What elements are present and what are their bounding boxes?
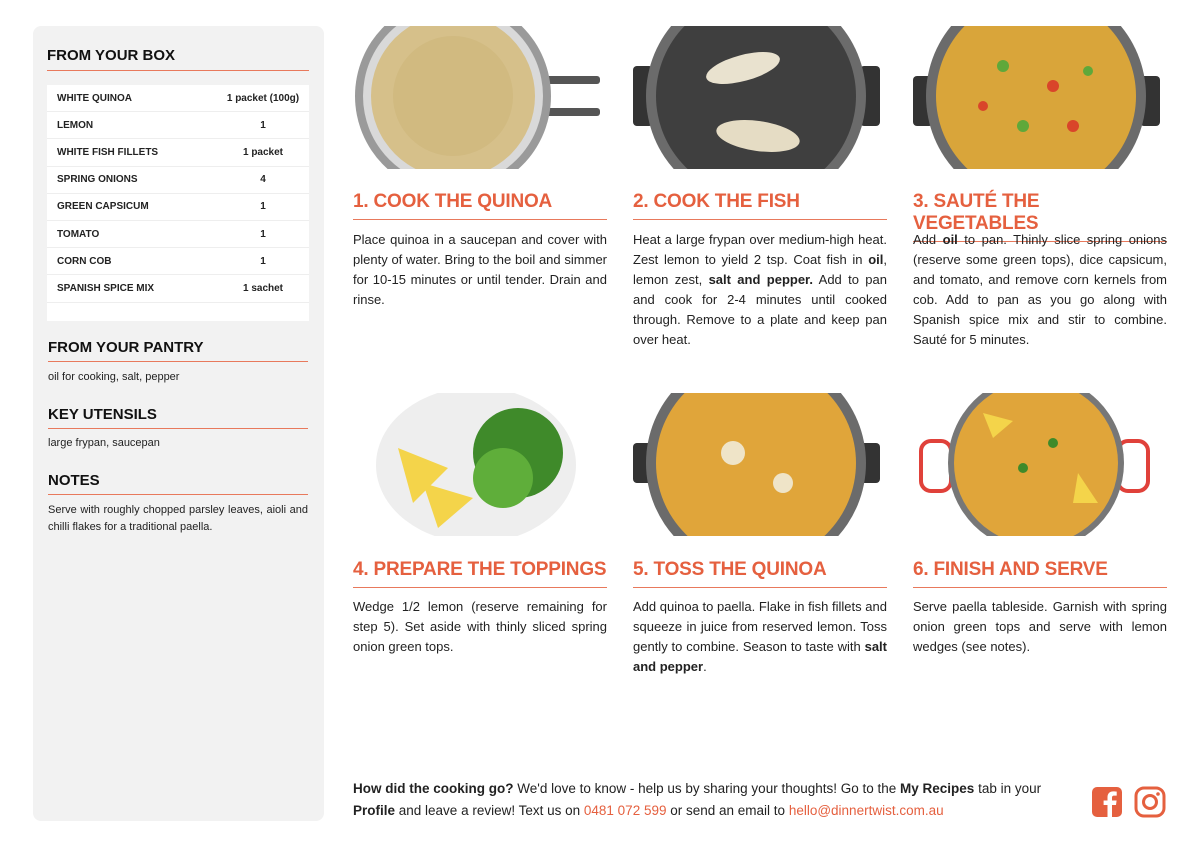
step-1-title: 1. COOK THE QUINOA: [353, 191, 607, 220]
ingredient-name: CORN COB: [57, 255, 112, 267]
ingredient-qty: 4: [260, 174, 266, 186]
ingredient-row: [47, 167, 309, 194]
step-2-title: 2. COOK THE FISH: [633, 191, 887, 220]
utensils-text: large frypan, saucepan: [48, 437, 160, 449]
ingredient-qty: 1: [260, 201, 266, 213]
ingredient-qty: 1 packet (100g): [226, 92, 300, 104]
ingredient-name: WHITE FISH FILLETS: [57, 146, 159, 158]
step-4-text: Wedge 1/2 lemon (reserve remaining for step 5). Set aside with thinly sliced spring onion green tops.: [353, 599, 607, 654]
ingredient-qty: 1 packet: [242, 146, 284, 158]
ingredient-name: SPANISH SPICE MIX: [57, 282, 155, 294]
step-6-text: Serve paella tableside. Garnish with spring onion green tops and serve with lemon wedges (see notes).: [913, 599, 1167, 654]
step-4-title: 4. PREPARE THE TOPPINGS: [353, 559, 607, 588]
step-2-text: Heat a large frypan over medium-high heat. Zest lemon to yield 2 tsp. Coat fish in oil, lemon zest, salt and pepper. Add to pan and cook for 2-4 minutes until cooked through. Remove to a plate and keep pan over heat.: [633, 232, 887, 347]
notes-text: Serve with roughly chopped parsley leaves, aioli and chilli flakes for a traditional paella.: [48, 504, 308, 533]
ingredient-name: WHITE QUINOA: [57, 92, 132, 104]
ingredient-row: [47, 85, 309, 112]
ingredient-qty: 1: [260, 255, 266, 267]
step-1-text: Place quinoa in a saucepan and cover with plenty of water. Bring to the boil and simmer for 10-15 minutes or until tender. Drain and rinse.: [353, 232, 607, 307]
ingredient-row: [47, 194, 309, 221]
utensils-heading: KEY UTENSILS: [48, 406, 308, 429]
ingredients-table: [47, 85, 309, 321]
ingredient-qty: 1: [260, 119, 266, 131]
step-6-photo: [913, 393, 1160, 536]
step-3-photo: [913, 26, 1160, 169]
step-5-title: 5. TOSS THE QUINOA: [633, 559, 887, 588]
notes-heading: NOTES: [48, 472, 308, 495]
pantry-heading: FROM YOUR PANTRY: [48, 339, 308, 362]
ingredient-name: LEMON: [57, 119, 94, 131]
feedback-footer: How did the cooking go? We'd love to know - help us by sharing your thoughts! Go to the My Recipes tab in your Profile and leave a review! Text us on 0481 072 599 or send an email to hello@dinnertwist.com.au: [353, 781, 1042, 818]
ingredient-qty: 1: [260, 228, 266, 240]
from-your-box-heading: FROM YOUR BOX: [47, 47, 309, 71]
ingredient-qty: 1 sachet: [242, 282, 284, 294]
ingredient-name: TOMATO: [57, 228, 100, 240]
step-1-photo: [353, 26, 600, 169]
ingredient-name: SPRING ONIONS: [57, 174, 138, 186]
ingredient-row: [47, 139, 309, 166]
ingredient-row: [47, 275, 309, 302]
phone-link[interactable]: 0481 072 599: [583, 803, 667, 818]
email-link[interactable]: hello@dinnertwist.com.au: [788, 803, 944, 818]
step-2-photo: [633, 26, 880, 169]
step-3-title: 3. SAUTÉ THE VEGETABLES: [913, 191, 1167, 242]
step-5-photo: [633, 393, 880, 536]
ingredient-row: [47, 112, 309, 139]
step-6-title: 6. FINISH AND SERVE: [913, 559, 1167, 588]
ingredient-name: GREEN CAPSICUM: [57, 201, 149, 213]
ingredient-row: [47, 221, 309, 248]
ingredient-row: [47, 248, 309, 275]
pantry-text: oil for cooking, salt, pepper: [48, 371, 180, 383]
facebook-icon[interactable]: [1091, 786, 1123, 818]
step-3-text: Add oil to pan. Thinly slice spring onions (reserve some green tops), dice capsicum, and tomato, and remove corn kernels from cob. Add to pan as you go along with Spanish spice mix and stir to combine. Sauté for 5 minutes.: [913, 232, 1167, 347]
step-4-photo: [353, 393, 600, 536]
instagram-icon[interactable]: [1134, 786, 1166, 818]
step-5-text: Add quinoa to paella. Flake in fish fillets and squeeze in juice from reserved lemon. Toss gently to combine. Season to taste with salt and pepper.: [633, 599, 887, 674]
